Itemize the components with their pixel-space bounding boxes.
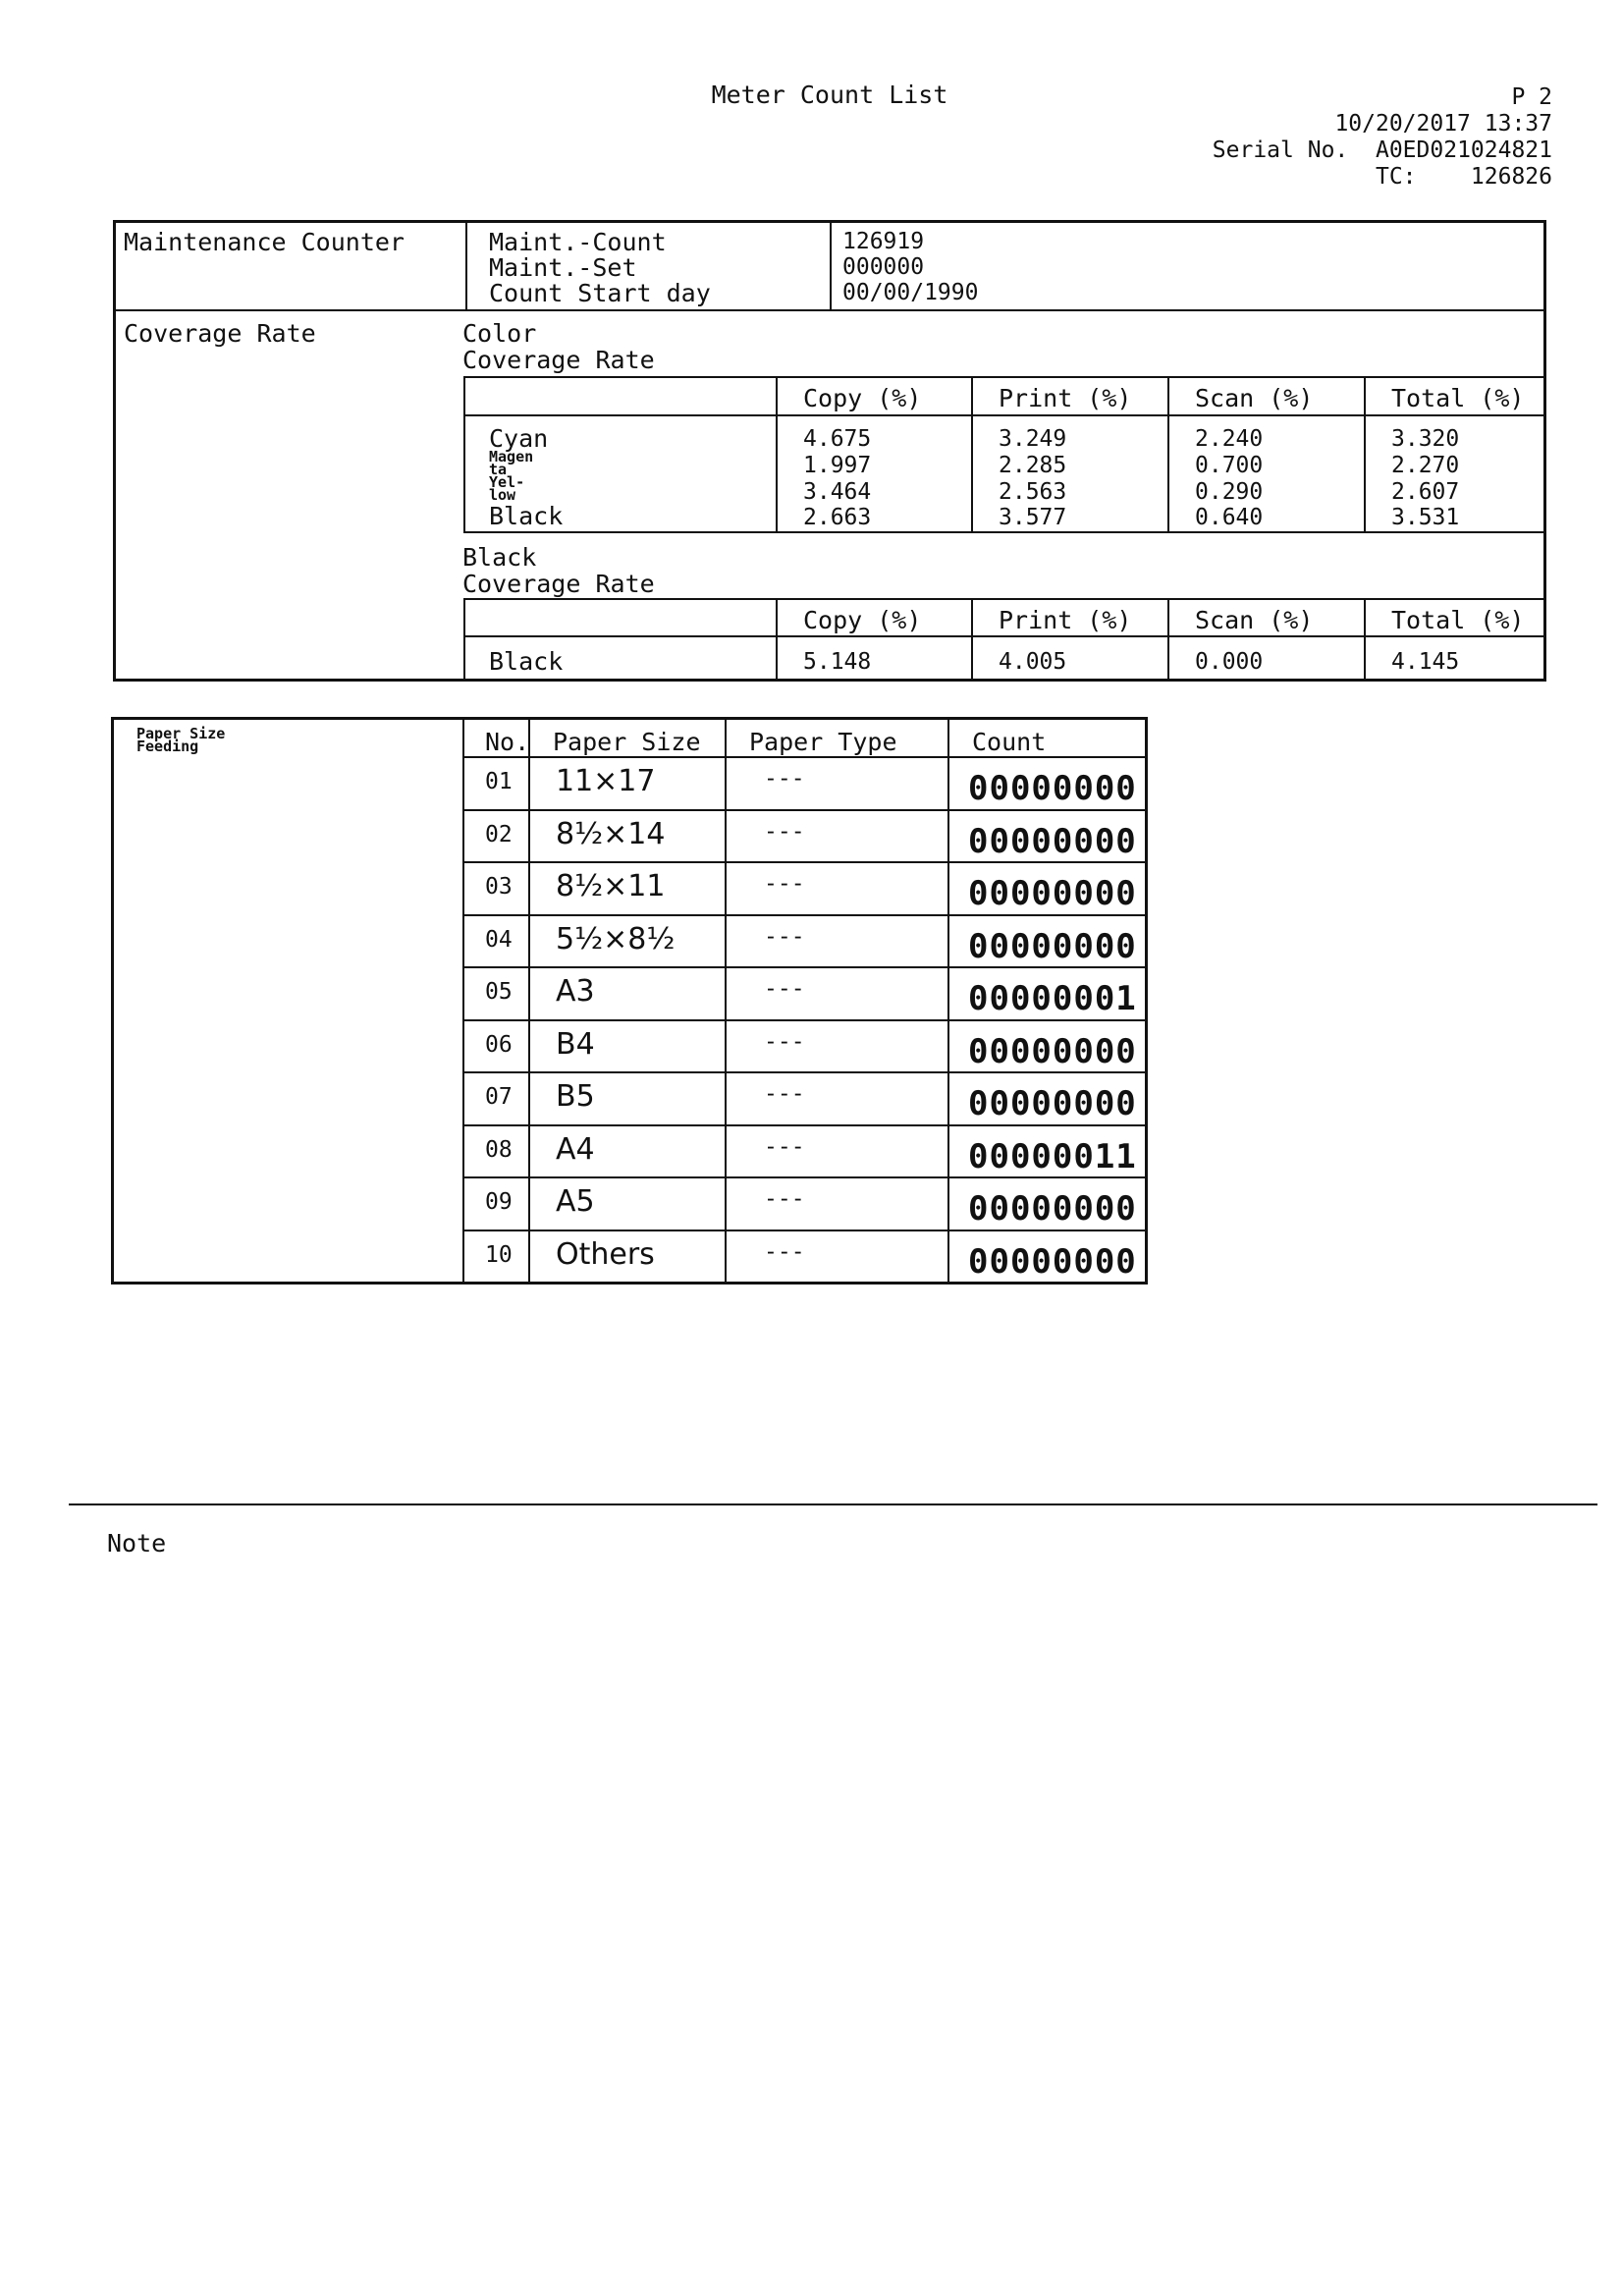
black-only-row-label: Black [489, 647, 564, 676]
paper-row-count: 00000000 [968, 769, 1137, 808]
print-datetime: 10/20/2017 13:37 [1334, 111, 1552, 137]
paper-row-type: --- [764, 766, 805, 792]
black-scan: 0.640 [1195, 505, 1264, 530]
paper-row-size: A5 [556, 1184, 595, 1219]
black-only-print: 4.005 [999, 649, 1067, 675]
paper-row-no: 05 [485, 979, 513, 1005]
note-label: Note [107, 1529, 167, 1558]
col-print: Print (%) [999, 384, 1132, 412]
color-coverage-title-2: Coverage Rate [462, 346, 655, 374]
black-only-total: 4.145 [1391, 649, 1460, 675]
row-cyan-label: Cyan [489, 424, 549, 453]
black-only-copy: 5.148 [803, 649, 872, 675]
serial-label: Serial No. [1212, 137, 1349, 163]
paper-size-feeding-label: Paper Size Feeding [136, 725, 226, 755]
page-number: P 2 [1511, 84, 1552, 110]
black-col-total: Total (%) [1391, 606, 1525, 634]
paper-row-size: Others [556, 1237, 655, 1272]
paper-row-no: 06 [485, 1032, 513, 1058]
paper-row-type: --- [764, 924, 805, 950]
paper-col-count: Count [972, 728, 1047, 756]
paper-row-type: --- [764, 976, 805, 1002]
black-col-print: Print (%) [999, 606, 1132, 634]
paper-row-no: 03 [485, 874, 513, 900]
cyan-scan: 2.240 [1195, 426, 1264, 452]
black-coverage-title-2: Coverage Rate [462, 570, 655, 598]
paper-row-size: A4 [556, 1132, 595, 1167]
paper-row-no: 10 [485, 1242, 513, 1268]
paper-row-count: 00000000 [968, 1189, 1137, 1229]
row-magenta-label: Magen ta [489, 448, 534, 478]
paper-row-count: 00000011 [968, 1137, 1137, 1176]
count-start-day-label: Count Start day [489, 279, 711, 307]
paper-row-no: 09 [485, 1189, 513, 1215]
color-coverage-title: Color [462, 319, 537, 348]
cyan-total: 3.320 [1391, 426, 1460, 452]
paper-row-type: --- [764, 1081, 805, 1107]
paper-col-size: Paper Size [553, 728, 701, 756]
paper-row-count: 00000000 [968, 822, 1137, 861]
yellow-copy: 3.464 [803, 479, 872, 505]
col-total: Total (%) [1391, 384, 1525, 412]
serial-number [1213, 137, 1552, 164]
paper-row-size: 5½×8½ [556, 922, 676, 957]
maint-count-label: Maint.-Count [489, 228, 667, 256]
paper-row-count: 00000000 [968, 1032, 1137, 1071]
tc-label: TC: [1375, 164, 1417, 190]
tc-value: 126826 [1470, 164, 1552, 190]
paper-row-type: --- [764, 1239, 805, 1265]
paper-row-type: --- [764, 1134, 805, 1160]
yellow-total: 2.607 [1391, 479, 1460, 505]
paper-row-no: 08 [485, 1137, 513, 1163]
yellow-scan: 0.290 [1195, 479, 1264, 505]
maint-set-label: Maint.-Set [489, 253, 637, 282]
black-col-scan: Scan (%) [1195, 606, 1314, 634]
paper-row-type: --- [764, 871, 805, 897]
black-col-copy: Copy (%) [803, 606, 922, 634]
paper-col-no: No. [485, 728, 530, 756]
black-only-scan: 0.000 [1195, 649, 1264, 675]
maint-count-value: 126919 [842, 229, 925, 254]
paper-row-type: --- [764, 819, 805, 845]
paper-row-no: 04 [485, 927, 513, 953]
paper-row-size: B4 [556, 1027, 595, 1062]
black-total: 3.531 [1391, 505, 1460, 530]
total-counter [1376, 164, 1552, 191]
paper-row-count: 00000000 [968, 874, 1137, 913]
paper-row-type: --- [764, 1029, 805, 1055]
magenta-scan: 0.700 [1195, 453, 1264, 478]
cyan-print: 3.249 [999, 426, 1067, 452]
paper-row-size: 8½×14 [556, 817, 666, 851]
paper-row-count: 00000000 [968, 1084, 1137, 1123]
paper-row-count: 00000000 [968, 1242, 1137, 1282]
black-print: 3.577 [999, 505, 1067, 530]
col-scan: Scan (%) [1195, 384, 1314, 412]
paper-row-size: 11×17 [556, 764, 656, 798]
yellow-print: 2.563 [999, 479, 1067, 505]
black-coverage-title: Black [462, 543, 537, 572]
count-start-day-value: 00/00/1990 [842, 280, 979, 305]
paper-row-size: A3 [556, 974, 595, 1009]
magenta-copy: 1.997 [803, 453, 872, 478]
coverage-rate-label: Coverage Rate [124, 319, 316, 348]
magenta-print: 2.285 [999, 453, 1067, 478]
paper-row-size: 8½×11 [556, 869, 666, 903]
col-copy: Copy (%) [803, 384, 922, 412]
cyan-copy: 4.675 [803, 426, 872, 452]
paper-row-size: B5 [556, 1079, 595, 1114]
paper-row-type: --- [764, 1186, 805, 1212]
paper-row-count: 00000001 [968, 979, 1137, 1018]
maintenance-counter-label: Maintenance Counter [124, 228, 405, 256]
magenta-total: 2.270 [1391, 453, 1460, 478]
maint-set-value: 000000 [842, 254, 925, 280]
row-yellow-label: Yel- low [489, 473, 525, 504]
paper-row-no: 01 [485, 769, 513, 794]
paper-row-no: 02 [485, 822, 513, 847]
paper-col-type: Paper Type [749, 728, 897, 756]
black-copy: 2.663 [803, 505, 872, 530]
paper-row-count: 00000000 [968, 927, 1137, 966]
serial-value: A0ED021024821 [1375, 137, 1552, 163]
paper-row-no: 07 [485, 1084, 513, 1110]
page-title: Meter Count List [711, 81, 948, 109]
note-divider [69, 1503, 1597, 1505]
row-black-label: Black [489, 502, 564, 530]
